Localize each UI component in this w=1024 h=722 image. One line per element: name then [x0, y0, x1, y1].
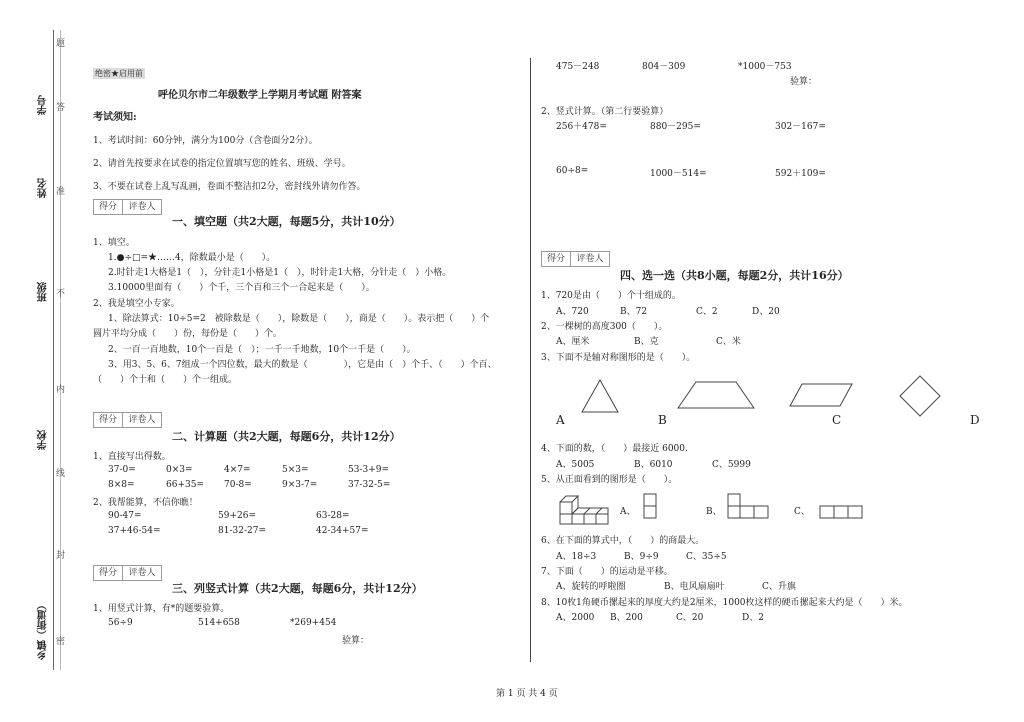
option: C、升旗 [762, 582, 796, 592]
grader-cell: 评卷人 [570, 251, 610, 267]
calc-item: 302－167= [775, 122, 826, 132]
front-view-c-figure [818, 504, 864, 522]
calc-item: 60÷8= [556, 166, 589, 176]
front-view-b-figure [726, 492, 772, 522]
page-title: 呼伦贝尔市二年级数学上学期月考试题 附答案 [158, 90, 362, 101]
seal-line-dashed [60, 30, 61, 670]
calc-item: 475－248 [556, 62, 600, 72]
question-line: 1、直接写出得数。 [93, 452, 171, 462]
notice-item: 1、考试时间：60分钟，满分为100分（含卷面分2分）。 [93, 136, 318, 146]
calc-item: 37-0= [108, 465, 136, 475]
seal-char: 不 [56, 289, 66, 299]
question-line: 2.时针走1大格是1（ ），分针走1小格是1（ ），时针走1大格，分针走（ ）小格。 [108, 268, 452, 278]
score-cell: 得分 [93, 199, 123, 215]
calc-item: 9×3-7= [282, 480, 318, 490]
grader-cell: 评卷人 [122, 412, 162, 428]
option: B、9÷9 [624, 552, 659, 562]
grader-cell: 评卷人 [122, 199, 162, 215]
option: C、35÷5 [686, 552, 727, 562]
section-title-vertical-calc: 三、列竖式计算（共2大题，每题6分，共计12分） [172, 582, 423, 595]
cube-stack-figure [558, 492, 614, 526]
column-divider [530, 58, 531, 662]
option: A、18÷3 [556, 552, 597, 562]
calc-item: 804－309 [642, 62, 686, 72]
question-line: 3、下面不是轴对称图形的是（ ）。 [541, 353, 696, 363]
notice-item: 2、请首先按要求在试卷的指定位置填写您的姓名、班级、学号。 [93, 159, 351, 169]
calc-item: 8×8= [108, 480, 135, 490]
shape-label-b: B [658, 413, 667, 427]
question-line: 2、我帮能算，不信你瞧！ [93, 498, 198, 508]
calc-item: 1000－514= [650, 169, 707, 179]
option: A、厘米 [556, 337, 590, 347]
shape-label-c: C [832, 413, 842, 427]
grader-cell: 评卷人 [122, 565, 162, 581]
option-label: A、 [620, 507, 636, 517]
question-line: 3、用3、5、6、7组成一个四位数，最大的数是（ ），它是由（ ）个千、（ ）个百、 [108, 360, 497, 370]
option: A、720 [556, 307, 589, 317]
seal-char: 内 [56, 385, 66, 395]
question-line: 3.10000里面有（ ）个千，三个百和三个一合起来是（ ）。 [108, 283, 375, 293]
calc-item: 59+26= [218, 511, 256, 521]
margin-label-name: 姓名 [38, 178, 49, 198]
calc-item: 0×3= [166, 465, 193, 475]
calc-item: 81-32-27= [218, 526, 266, 536]
page-number: 第 1 页 共 4 页 [496, 689, 558, 699]
question-line: 1、填空。 [93, 238, 135, 248]
calc-item: 90-47= [108, 511, 142, 521]
trapezoid-figure [676, 380, 756, 410]
question-line: 5、从正面看到的图形是（ ）。 [541, 475, 678, 485]
question-line: 1、除法算式：10÷5=2 被除数是（ ），除数是（ ），商是（ ）。表示把（ ）个 [108, 314, 490, 324]
question-line: 4、下面的数，（ ）最接近 6000. [541, 444, 688, 454]
seal-line [53, 30, 54, 670]
calc-item: 592＋109= [775, 169, 826, 179]
secret-label: 绝密★启用前 [95, 69, 143, 78]
option: B、电风扇扇叶 [664, 582, 725, 592]
option: B、72 [620, 307, 648, 317]
option: C、20 [676, 613, 704, 623]
seal-char: 准 [56, 187, 66, 197]
notice-item: 3、不要在试卷上乱写乱画，卷面不整洁扣2分，密封线外请勿作答。 [93, 182, 366, 192]
calc-item: 880－295= [650, 122, 701, 132]
calc-item: 66+35= [166, 480, 204, 490]
question-line: 2、竖式计算。（第二行要验算） [541, 107, 669, 117]
check-label: 验算： [790, 77, 818, 87]
question-line: 1.●÷□=★……4，除数最小是（ ）。 [108, 253, 276, 263]
calc-item: 56÷9 [108, 618, 133, 628]
seal-char: 题 [56, 39, 66, 49]
calc-item: 4×7= [224, 465, 251, 475]
option: D、20 [752, 307, 780, 317]
calc-item: 53-3+9= [348, 465, 390, 475]
seal-char: 线 [56, 469, 66, 479]
score-cell: 得分 [541, 251, 571, 267]
question-line: 圆片平均分成（ ）份，每份是（ ）个。 [93, 329, 283, 339]
calc-item: 514+658 [198, 618, 240, 628]
question-line: 2、一棵树的高度300（ ）。 [541, 322, 668, 332]
option: C、米 [716, 337, 741, 347]
question-line: 2、我是填空小专家。 [93, 299, 180, 309]
option-label: C、 [794, 507, 810, 517]
option: B、6010 [634, 460, 673, 470]
question-line: 1、用竖式计算，有*的题要验算。 [93, 604, 230, 614]
calc-item: 5×3= [282, 465, 309, 475]
calc-item: 256＋478= [556, 122, 607, 132]
option: C、2 [696, 307, 718, 317]
option: A、2000 [556, 613, 595, 623]
diamond-figure [898, 374, 942, 418]
calc-item: 70-8= [224, 480, 252, 490]
margin-label-school: 学校 [38, 430, 49, 450]
notice-title: 考试须知: [93, 112, 137, 123]
score-cell: 得分 [93, 412, 123, 428]
parallelogram-figure [788, 382, 854, 408]
calc-item: *269+454 [290, 618, 337, 628]
margin-label-student-id: 学号 [38, 95, 49, 115]
score-cell: 得分 [93, 565, 123, 581]
section-title-choice: 四、选一选（共8小题，每题2分，共计16分） [620, 269, 849, 282]
section-title-calc: 二、计算题（共2大题，每题6分，共计12分） [172, 430, 401, 443]
seal-char: 答 [56, 103, 66, 113]
margin-label-class: 班级 [38, 282, 49, 302]
question-line: 8、10枚1角硬币摞起来的厚度大约是2厘米，1000枚这样的硬币摞起来大约是（ ）米。 [541, 598, 908, 608]
front-view-a-figure [642, 492, 660, 522]
option: D、2 [742, 613, 764, 623]
seal-char: 封 [56, 551, 66, 561]
question-line: （ ）个十和（ ）个一组成。 [93, 375, 238, 385]
option: B、200 [610, 613, 643, 623]
option: A、5005 [556, 460, 595, 470]
question-line: 7、下面（ ）的运动是平移。 [541, 567, 673, 577]
check-label: 验算： [342, 636, 370, 646]
question-line: 2、一百一百地数，10个一百是（ ）；一千一千地数，10个一千是（ ）。 [108, 345, 416, 355]
calc-item: 63-28= [316, 511, 350, 521]
seal-char: 密 [56, 637, 66, 647]
calc-item: 37+46-54= [108, 526, 161, 536]
calc-item: 42-34+57= [316, 526, 369, 536]
question-line: 6、在下面的算式中，（ ）的商最大。 [541, 536, 705, 546]
calc-item: 37-32-5= [348, 480, 391, 490]
question-line: 1、720是由（ ）个十组成的。 [541, 291, 681, 301]
option: C、5999 [712, 460, 751, 470]
shape-label-a: A [556, 413, 565, 427]
option-label: B、 [706, 507, 722, 517]
calc-item: *1000－753 [738, 62, 792, 72]
section-title-fill-blank: 一、填空题（共2大题，每题5分，共计10分） [172, 215, 401, 228]
option: B、克 [634, 337, 659, 347]
shape-label-d: D [970, 413, 980, 427]
option: A、旋转的呼啦圈 [556, 582, 626, 592]
margin-label-town: 乡镇（街道） [38, 600, 49, 660]
triangle-figure [580, 378, 620, 414]
